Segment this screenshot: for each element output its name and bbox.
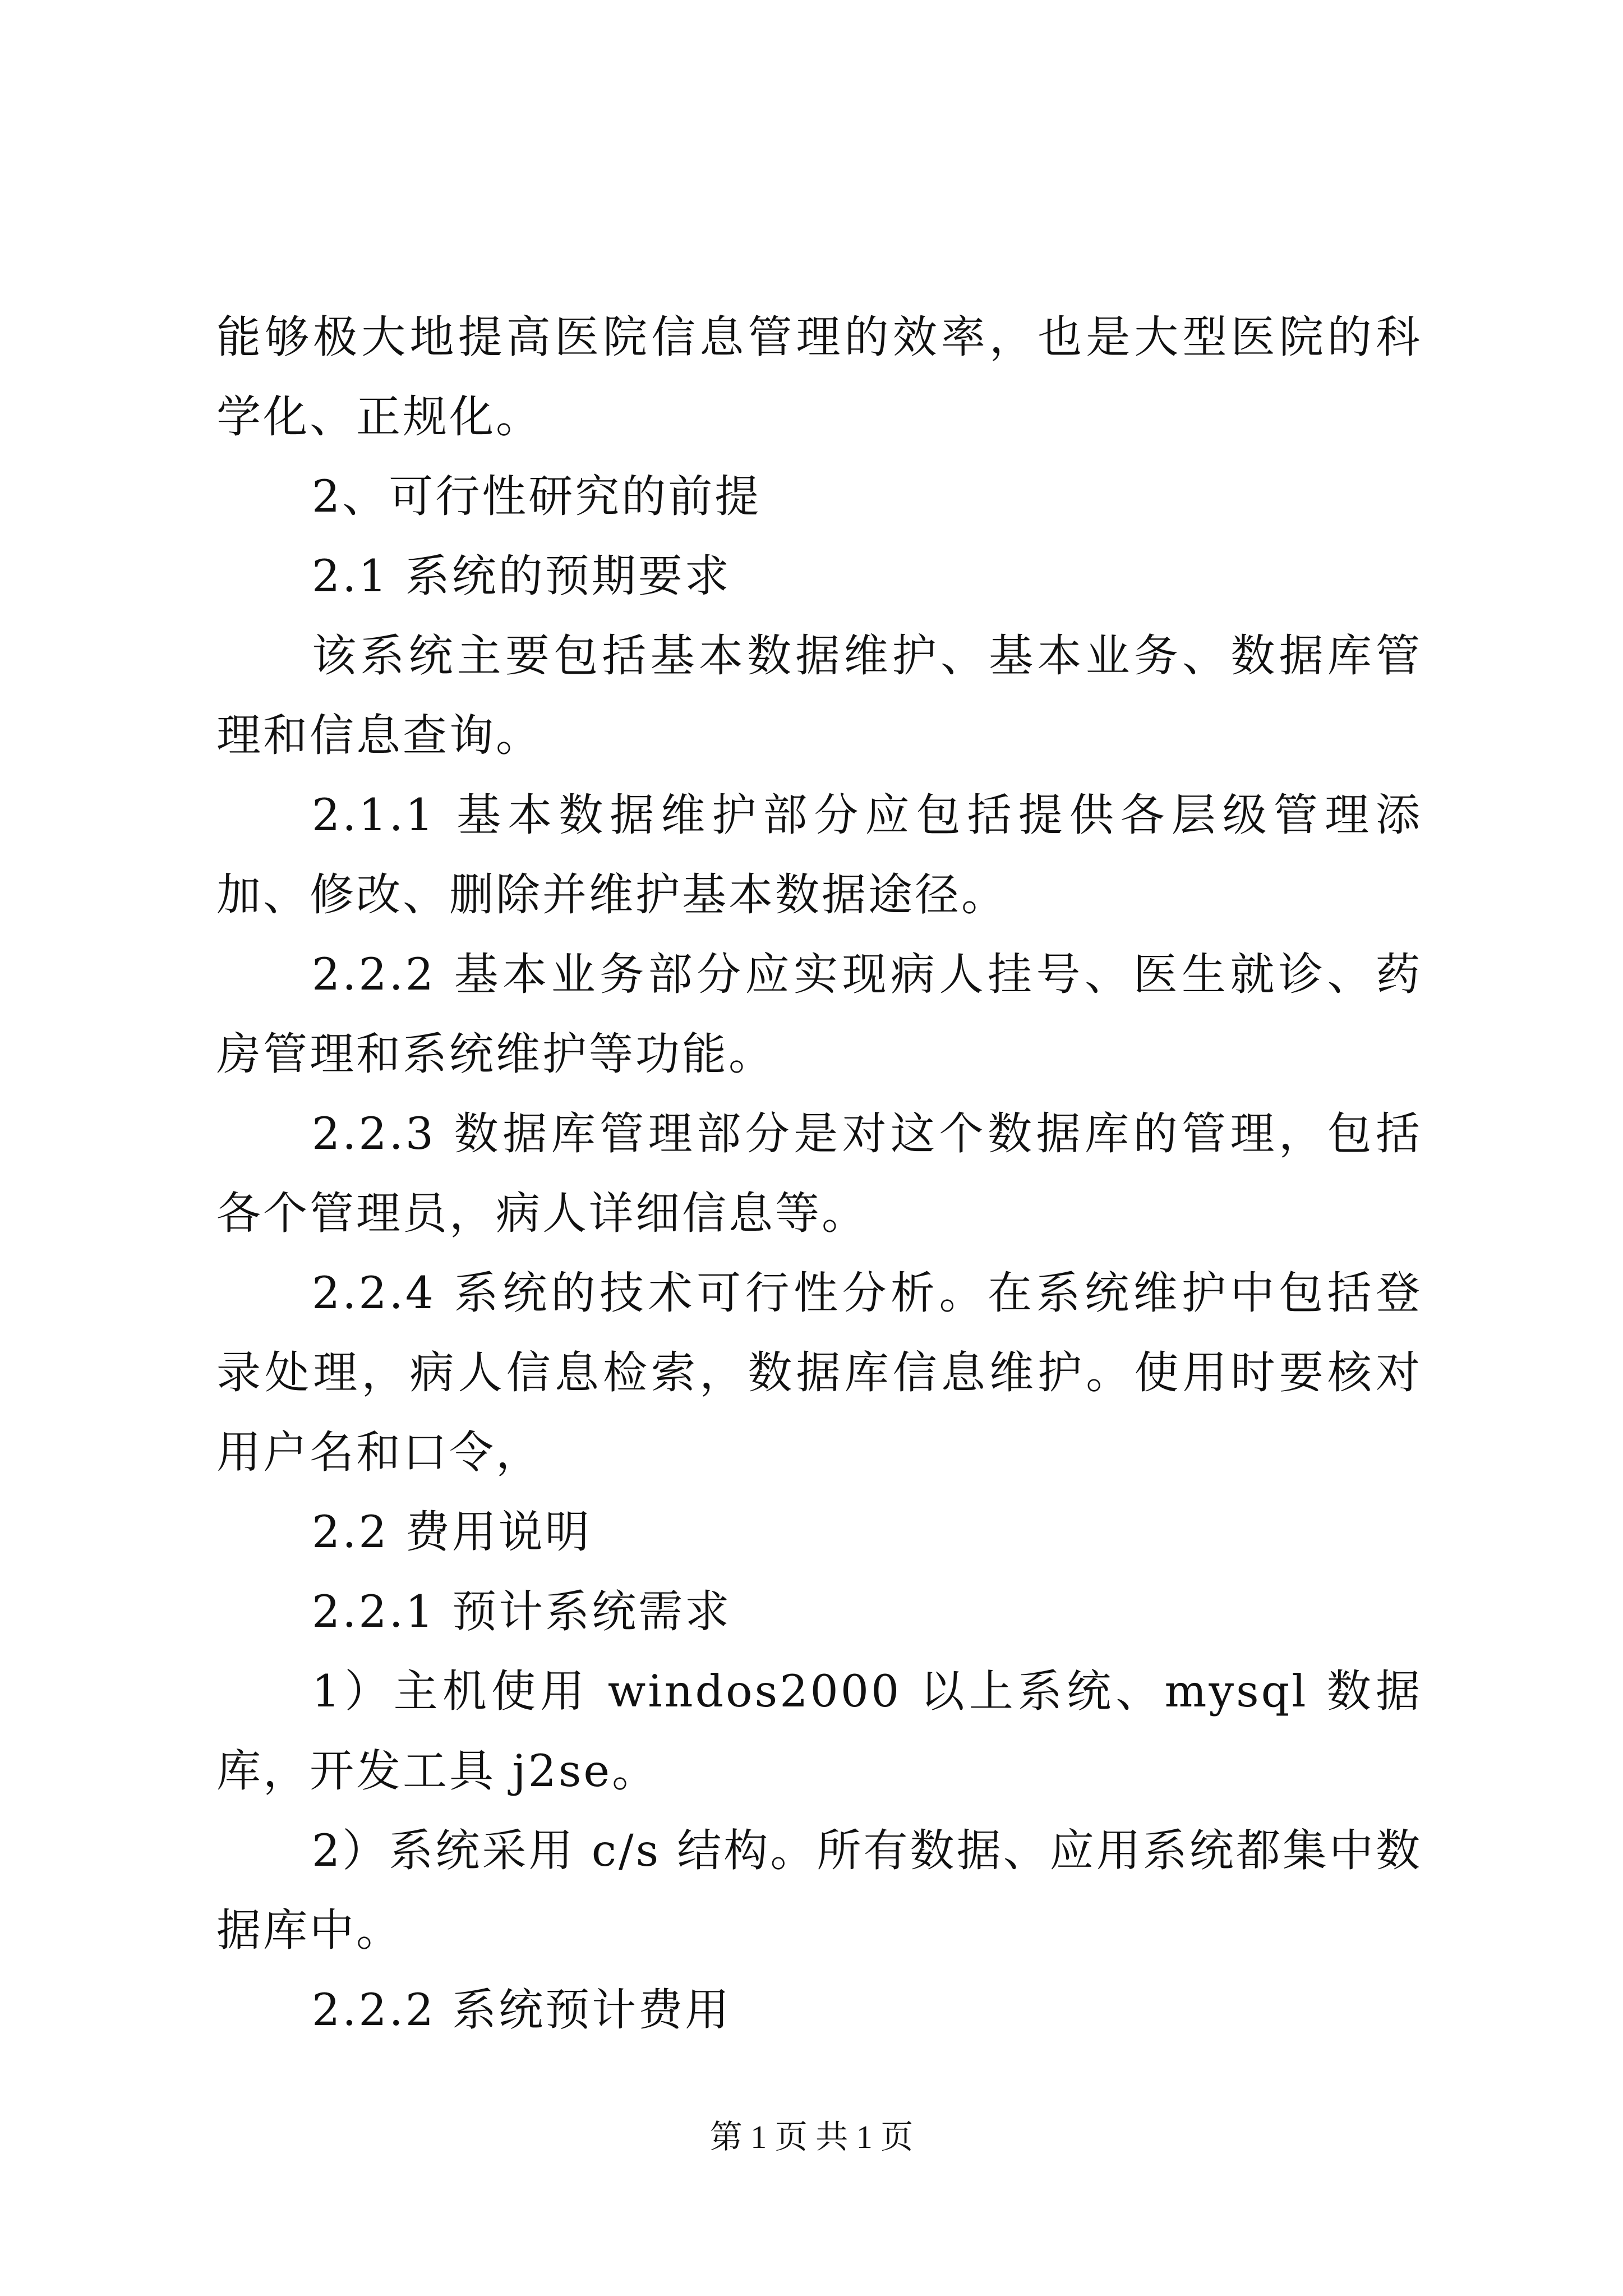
paragraph-technical-feasibility: 2.2.4 系统的技术可行性分析。在系统维护中包括登录处理，病人信息检索，数据库信息维护。使用时要核对用户名和口令，	[216, 1267, 1422, 1478]
heading-feasibility-premise: 2、可行性研究的前提	[312, 471, 762, 522]
page-footer: 第 1 页 共 1 页	[709, 2119, 914, 2155]
paragraph-intro: 能够极大地提高医院信息管理的效率，也是大型医院的科学化、正规化。	[216, 311, 1422, 443]
heading-expected-requirements: 2.1 系统的预期要求	[312, 550, 731, 602]
paragraph-database-management: 2.2.3 数据库管理部分是对这个数据库的管理，包括各个管理员，病人详细信息等。	[216, 1108, 1422, 1239]
document-body	[216, 297, 1422, 2050]
paragraph-system-scope: 该系统主要包括基本数据维护、基本业务、数据库管理和信息查询。	[216, 630, 1422, 761]
heading-cost-description: 2.2 费用说明	[312, 1506, 592, 1558]
paragraph-host-requirements: 1）主机使用 windos2000 以上系统、mysql 数据库，开发工具 j2se。	[216, 1665, 1422, 1797]
heading-expected-cost: 2.2.2 系统预计费用	[312, 1984, 732, 2036]
paragraph-basic-business: 2.2.2 基本业务部分应实现病人挂号、医生就诊、药房管理和系统维护等功能。	[216, 949, 1422, 1080]
heading-expected-system-needs: 2.2.1 预计系统需求	[312, 1586, 732, 1637]
paragraph-cs-architecture: 2）系统采用 c/s 结构。所有数据、应用系统都集中数据库中。	[216, 1825, 1422, 1956]
paragraph-basic-data-maintenance: 2.1.1 基本数据维护部分应包括提供各层级管理添加、修改、删除并维护基本数据途径。	[216, 789, 1422, 921]
